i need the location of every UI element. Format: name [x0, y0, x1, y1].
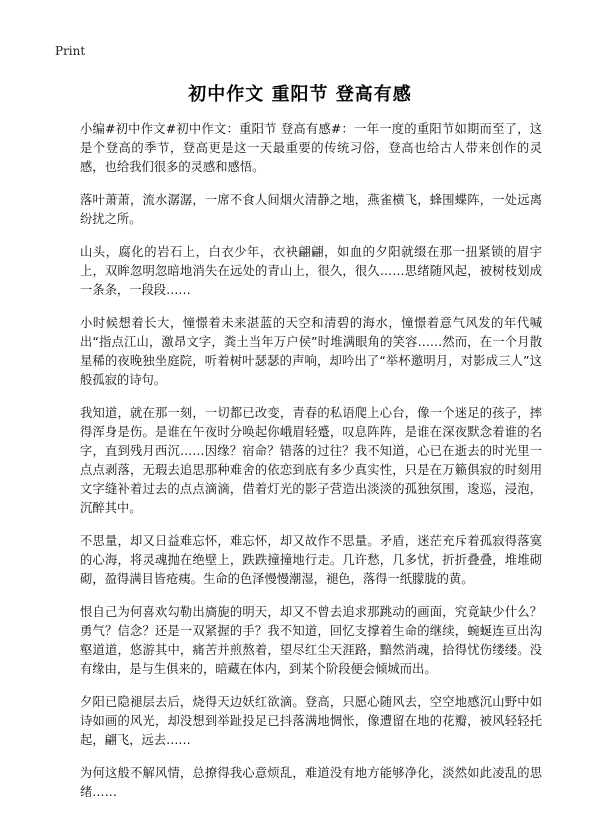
article-body [80, 120, 542, 816]
article-title: 初中作文 重阳节 登高有感 [188, 84, 412, 105]
paragraph-4: 小时候想着长大，憧憬着未来湛蓝的天空和清碧的海水，憧憬着意气风发的年代喊出“指点江山，激昂文字，粪土当年万户侯”时堆满眼角的笑容……然而，在一个月散星稀的夜晚独坐庭院，听着树叶瑟瑟的声响，却吟出了“举杯邀明月，对影成三人”这般孤寂的诗句。 [80, 316, 542, 387]
print-link[interactable]: Print [55, 44, 86, 58]
paragraph-6: 不思量，却又日益难忘怀，难忘怀，却又故作不思量。矛盾，迷茫充斥着孤寂得落寞的心海，将灵魂抛在绝壁上，跌跌撞撞地行走。几许愁，几多忧，折折叠叠，堆堆砌砌，盈得满目皆疮痍。生命的色泽慢慢潮湿，褪色，落得一纸朦胧的黄。 [80, 534, 542, 586]
paragraph-9: 为何这般不解风情，总撩得我心意烦乱，难道没有地方能够净化，淡然如此凌乱的思绪…… [80, 766, 542, 799]
paragraph-8: 夕阳已隐褪层去后，烧得天边妖红欲滴。登高，只愿心随风去，空空地感沉山野中如诗如画的风光，却没想到举趾投足已抖落满地惆怅，像遭留在地的花瓣，被风轻轻托起，翩飞，远去…… [80, 695, 542, 747]
paragraph-2: 落叶萧萧，流水潺潺，一席不食人间烟火清静之地，燕雀横飞，蜂围蝶阵，一处远离纷扰之所。 [80, 193, 542, 226]
paragraph-7: 恨自己为何喜欢勾勒出旖旎的明天，却又不曾去追求那跳动的画面，究竟缺少什么？勇气？信念？还是一双紧握的手？我不知道，回忆支撑着生命的继续，蜿蜒连亘出沟壑道道，悠游其中，痛苦并煎熬着，望尽红尘天涯路，黯然消魂，拾得忧伤缕缕。没有缘由，是与生俱来的，暗藏在体内，到某个阶段便会倾城而出。 [80, 605, 542, 676]
paragraph-3: 山头，腐化的岩石上，白衣少年，衣袂翩翩，如血的夕阳就缀在那一扭紧锁的眉宇上，双眸忽明忽暗地消失在远处的青山上，很久，很久……思绪随风起，被树枝划成一条条，一段段…… [80, 245, 542, 297]
paragraph-5: 我知道，就在那一刻，一切都已改变，青春的私语爬上心台，像一个迷足的孩子，摔得浑身是伤。是谁在午夜时分唤起你峨眉轻蹙，叹息阵阵，是谁在深夜默念着谁的名字，直到残月西沉……因缘？宿命？错落的过往？我不知道，心已在逝去的时光里一点点剥落，无瑕去追思那种难舍的依恋到底有多少真实性，只是在万籁俱寂的时刻用文字缝补着过去的点点滴滴，借着灯光的影子营造出淡淡的孤独氛围，逡巡，浸泡，沉醉其中。 [80, 406, 542, 515]
paragraph-1: 小编#初中作文#初中作文：重阳节 登高有感#：一年一度的重阳节如期而至了，这是个登高的季节，登高更是这一天最重要的传统习俗，登高也给古人带来创作的灵感，也给我们很多的灵感和感悟。 [80, 122, 542, 174]
